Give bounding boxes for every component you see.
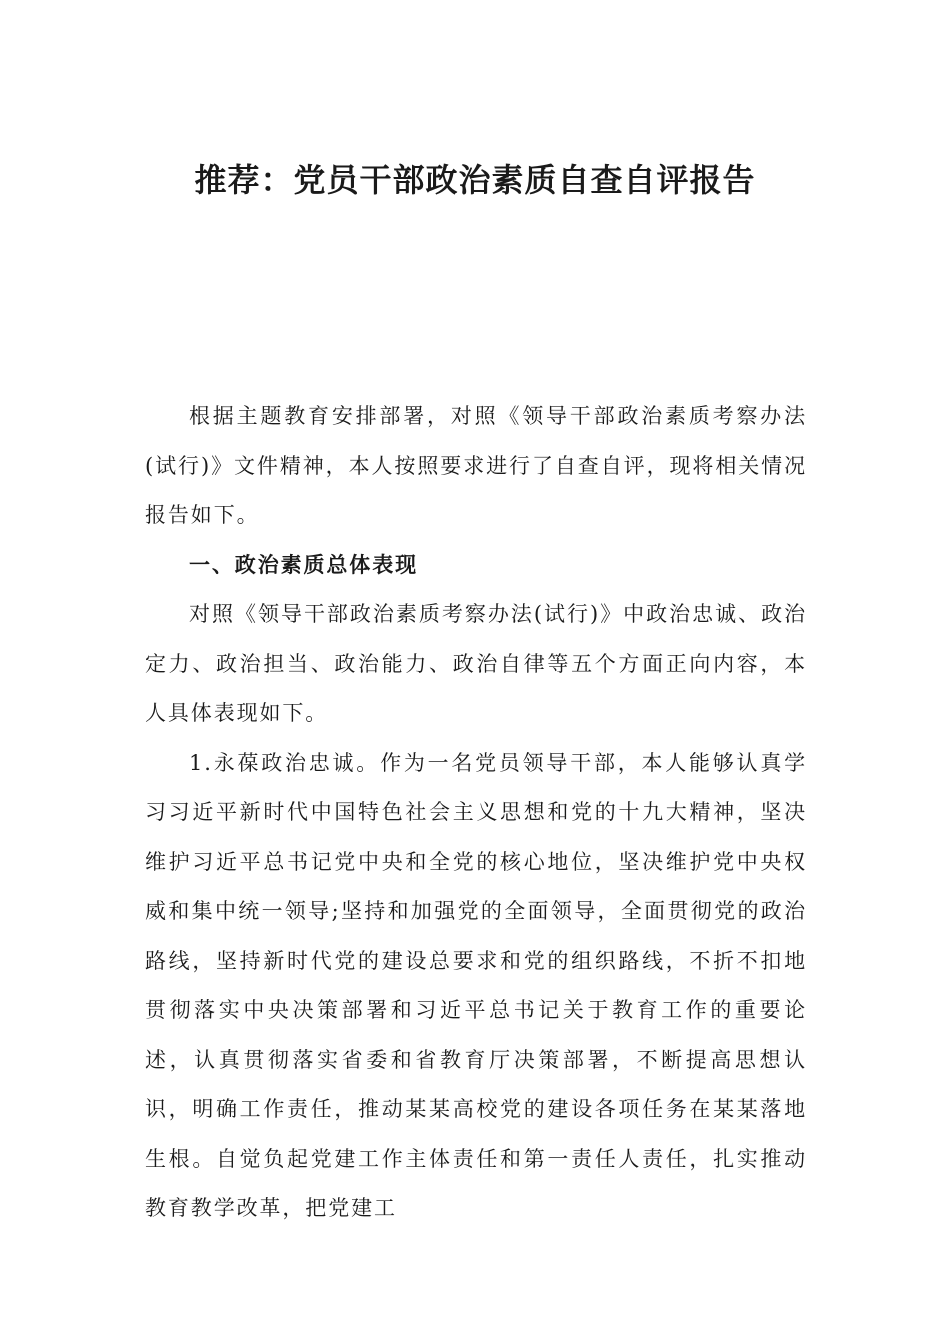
intro-paragraph: 根据主题教育安排部署，对照《领导干部政治素质考察办法(试行)》文件精神，本人按照要求进行了自查自评，现将相关情况报告如下。 [145,404,807,527]
document-title: 推荐：党员干部政治素质自查自评报告 [194,161,756,199]
section-heading: 一、政治素质总体表现 [189,552,418,577]
section-intro-paragraph: 对照《领导干部政治素质考察办法(试行)》中政治忠诚、政治定力、政治担当、政治能力、政治自律等五个方面正向内容，本人具体表现如下。 [145,602,807,725]
document-body [145,392,807,1234]
item-paragraph: 1.永葆政治忠诚。作为一名党员领导干部，本人能够认真学习习近平新时代中国特色社会主义思想和党的十九大精神，坚决维护习近平总书记党中央和全党的核心地位，坚决维护党中央权威和集中统一领导;坚持和加强党的全面领导，全面贯彻党的政治路线，坚持新时代党的建设总要求和党的组织路线，不折不扣地贯彻落实中央决策部署和习近平总书记关于教育工作的重要论述，认真贯彻落实省委和省教育厅决策部署，不断提高思想认识，明确工作责任，推动某某高校党的建设各项任务在某某落地生根。自觉负起党建工作主体责任和第一责任人责任，扎实推动教育教学改革，把党建工 [145,750,807,1220]
